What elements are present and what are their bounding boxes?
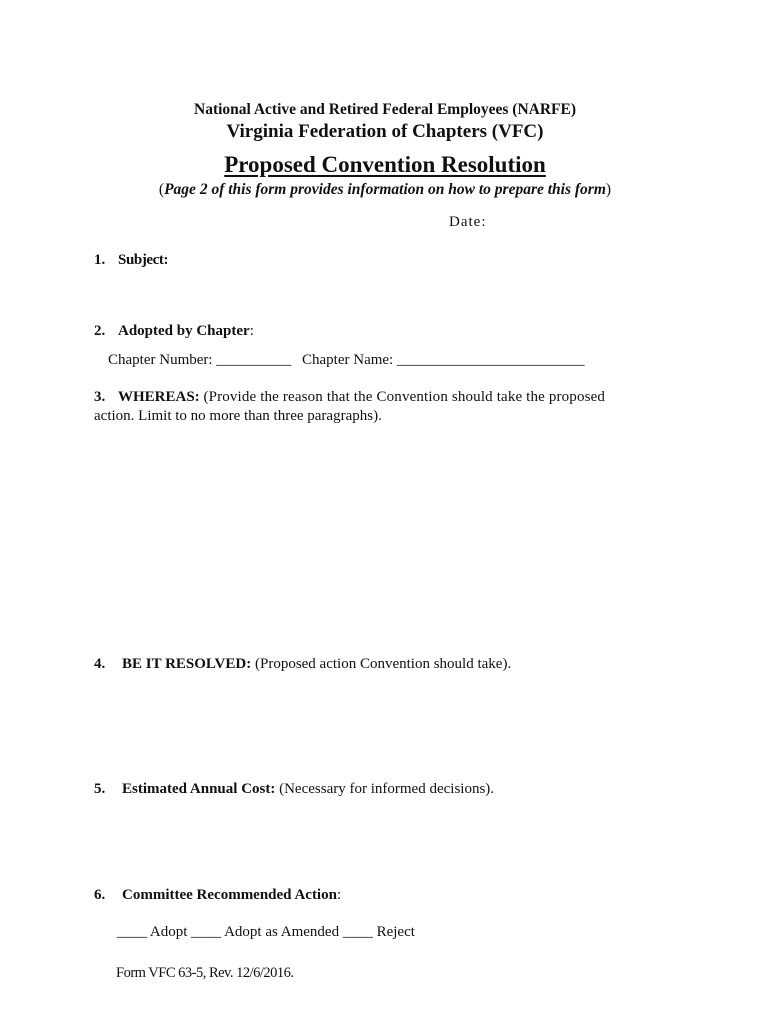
section-adopted xyxy=(94,323,254,340)
section-number: 6. xyxy=(94,887,106,903)
whereas-label: WHEREAS: xyxy=(118,389,200,405)
whereas-text-line2: action. Limit to no more than three paragraphs). xyxy=(94,408,382,424)
date-label: Date: xyxy=(449,214,487,230)
section-number: 5. xyxy=(94,781,106,797)
form-title-text: Proposed Convention Resolution xyxy=(224,152,546,177)
federation-heading: Virginia Federation of Chapters (VFC) xyxy=(226,121,544,142)
committee-options: ____ Adopt ____ Adopt as Amended ____ Reject xyxy=(117,924,415,940)
chapter-number-field: Chapter Number: __________ xyxy=(108,352,292,368)
section-subject xyxy=(94,252,168,269)
note-close-paren: ) xyxy=(605,181,612,198)
adopted-colon: : xyxy=(249,323,254,339)
cost-text: (Necessary for informed decisions). xyxy=(279,781,495,797)
section-resolved xyxy=(94,656,511,673)
instruction-note xyxy=(0,181,770,199)
note-text: Page 2 of this form provides information on how to prepare this form xyxy=(164,181,606,198)
note-open-paren: ( xyxy=(158,181,165,198)
resolved-label: BE IT RESOLVED: xyxy=(122,656,252,672)
chapter-name-field: Chapter Name: _________________________ xyxy=(302,352,585,368)
section-number: 2. xyxy=(94,323,106,339)
section-number: 1. xyxy=(94,252,106,268)
form-footer: Form VFC 63-5, Rev. 12/6/2016. xyxy=(116,965,294,981)
adopted-label: Adopted by Chapter xyxy=(118,323,250,339)
whereas-text-line1: (Provide the reason that the Convention should take the proposed xyxy=(203,389,606,405)
subject-label: Subject: xyxy=(118,252,169,268)
org-heading: National Active and Retired Federal Employees (NARFE) xyxy=(194,101,576,118)
section-whereas xyxy=(94,389,605,406)
resolved-text: (Proposed action Convention should take). xyxy=(254,656,512,672)
section-committee xyxy=(94,887,341,904)
committee-label: Committee Recommended Action xyxy=(122,887,337,903)
section-number: 4. xyxy=(94,656,106,672)
committee-colon: : xyxy=(336,887,342,903)
form-title xyxy=(0,152,770,178)
section-number: 3. xyxy=(94,389,106,405)
cost-label: Estimated Annual Cost: xyxy=(122,781,276,797)
section-cost xyxy=(94,781,494,798)
